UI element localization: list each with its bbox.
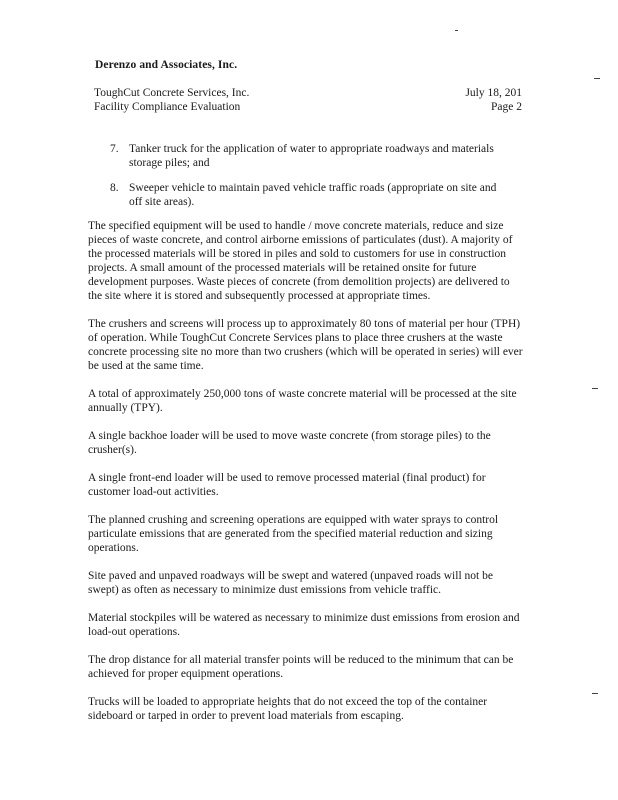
header-right: [465, 86, 522, 114]
equipment-list: [110, 142, 510, 220]
scan-mark: [455, 30, 458, 31]
paragraph: A single front-end loader will be used to remove processed material (final product) for customer load-out activities.: [88, 472, 486, 498]
paragraph: Site paved and unpaved roadways will be swept and watered (unpaved roads will not be swept) as often as necessary to minimize dust emissions from vehicle traffic.: [88, 570, 493, 596]
scan-mark: [594, 78, 600, 79]
paragraph: The specified equipment will be used to handle / move concrete materials, reduce and size pieces of waste concrete, and control airborne emissions of particulates (dust). A majority of the processed materials will be stored in piles and sold to customers for use in construction projects. A small amount of the processed materials will be retained onsite for future development purposes. Waste pieces of concrete (from demolition projects) are delivered to the site where it is stored and subsequently processed at appropriate times.: [88, 220, 513, 302]
list-item-number: 8.: [110, 182, 119, 194]
report-date: July 18, 201: [465, 87, 522, 99]
paragraph: The drop distance for all material transfer points will be reduced to the minimum that can be achieved for proper equipment operations.: [88, 654, 514, 680]
scan-mark: [592, 693, 598, 694]
paragraph: The crushers and screens will process up to approximately 80 tons of material per hour (TPH) of operation. While ToughCut Concrete Services plans to place three crushers at the waste concrete processing site no more than two crushers (which will be operated in series) will ever be used at the same time.: [88, 318, 523, 372]
firm-name: Derenzo and Associates, Inc.: [95, 59, 238, 71]
list-item: [110, 142, 510, 170]
paragraph: A single backhoe loader will be used to move waste concrete (from storage piles) to the crusher(s).: [88, 430, 491, 456]
report-title: Facility Compliance Evaluation: [94, 101, 241, 113]
paragraph: Trucks will be loaded to appropriate heights that do not exceed the top of the container sideboard or tarped in order to prevent load materials from escaping.: [88, 696, 488, 722]
company-name: ToughCut Concrete Services, Inc.: [94, 87, 250, 99]
list-item-text: Tanker truck for the application of water to appropriate roadways and materials storage piles; and: [129, 143, 494, 169]
paragraph: A total of approximately 250,000 tons of waste concrete material will be processed at the site annually (TPY).: [88, 388, 517, 414]
header-left: [94, 86, 249, 114]
paragraph: The planned crushing and screening operations are equipped with water sprays to control particulate emissions that are generated from the specified material reduction and sizing operations.: [88, 514, 499, 554]
list-item: [110, 181, 510, 209]
body-text: [88, 219, 524, 737]
paragraph: Material stockpiles will be watered as necessary to minimize dust emissions from erosion and load-out operations.: [88, 612, 520, 638]
list-item-text: Sweeper vehicle to maintain paved vehicle traffic roads (appropriate on site and off site areas).: [129, 182, 497, 208]
scan-mark: [592, 388, 598, 389]
page-number: Page 2: [491, 101, 522, 113]
list-item-number: 7.: [110, 143, 119, 155]
